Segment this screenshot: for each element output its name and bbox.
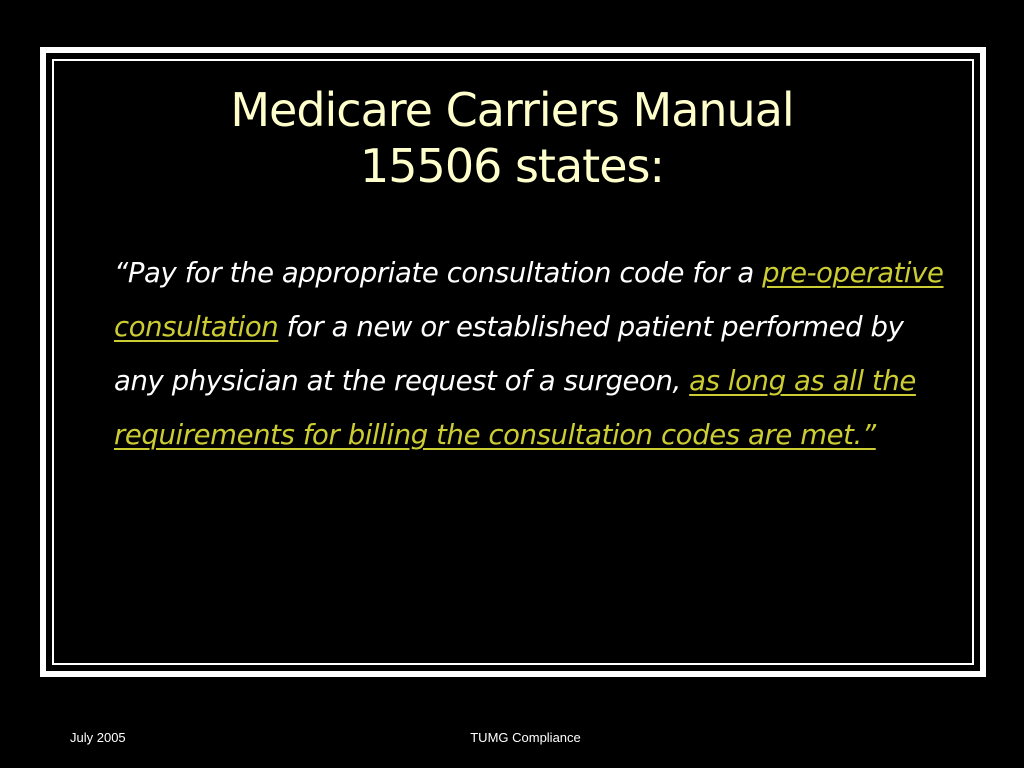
footer-center-text: TUMG Compliance xyxy=(470,730,581,745)
quote-text-part-2: for a new or established patient performed by any physician at the request of a surgeon, xyxy=(114,311,904,397)
quote-highlight-preoperative-consultation: pre-operative consultation xyxy=(114,257,944,343)
quote-text-part-1: “Pay for the appropriate consultation code for a xyxy=(114,257,763,289)
quote-block xyxy=(114,246,954,462)
quote-highlight-billing-requirements: as long as all the requirements for billing the consultation codes are met.” xyxy=(114,365,916,451)
slide-title-line-1: Medicare Carriers Manual xyxy=(230,83,794,137)
footer-date: July 2005 xyxy=(70,730,126,745)
slide-title xyxy=(0,82,1024,194)
slide-title-line-2: 15506 states: xyxy=(360,139,664,193)
